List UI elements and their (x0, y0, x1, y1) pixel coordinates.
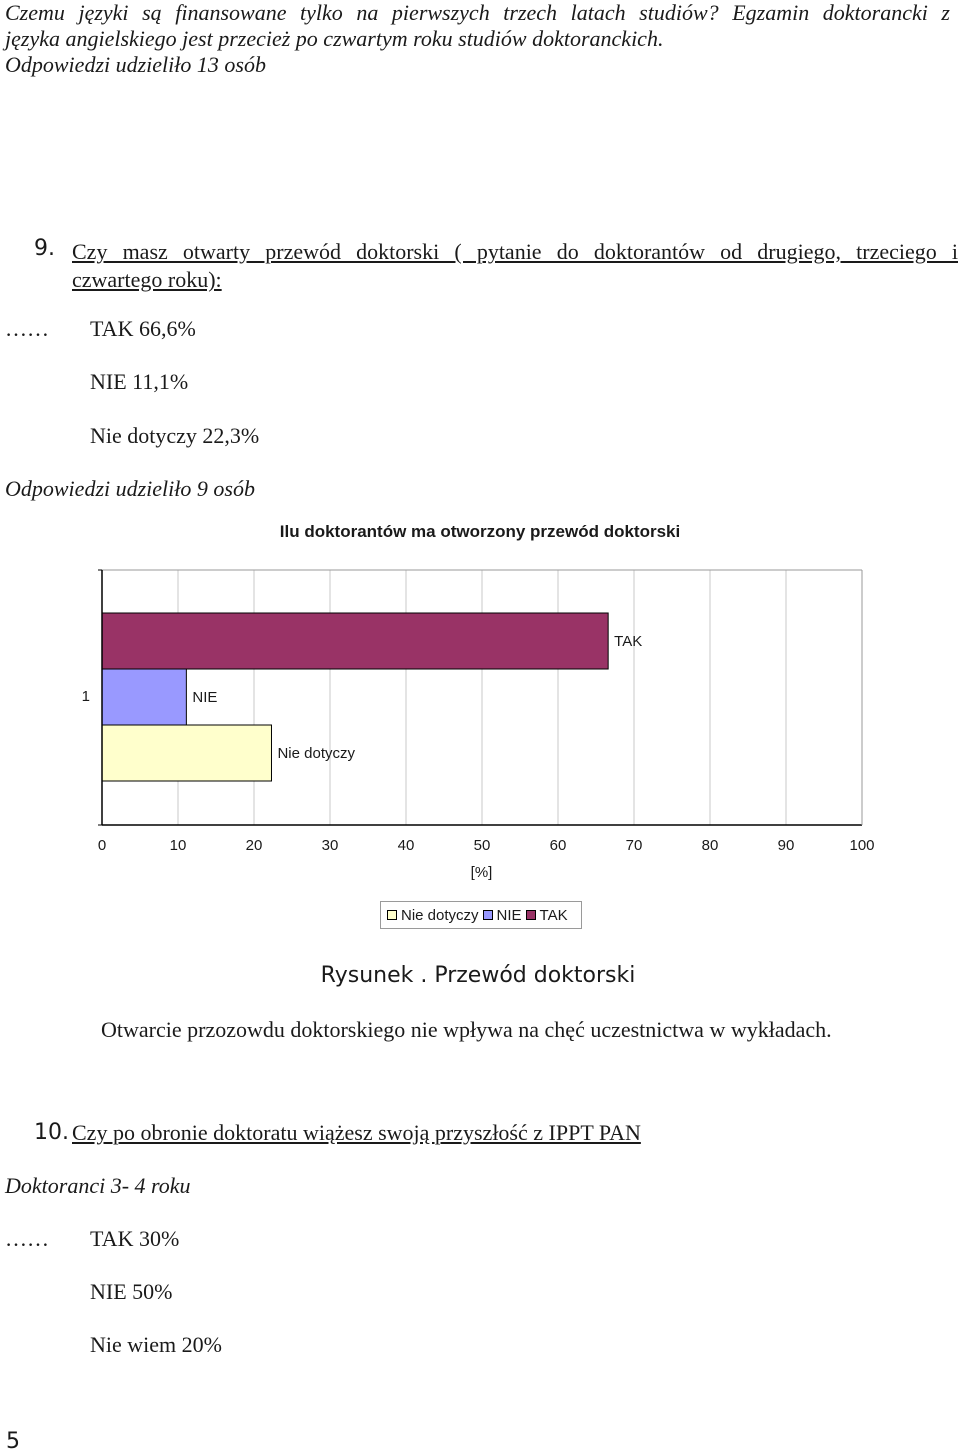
answer-nie: NIE 11,1% (90, 369, 189, 394)
question-9-respondents: Odpowiedzi udzieliło 9 osób (5, 476, 255, 501)
bar-nie-dotyczy (102, 725, 271, 781)
legend-swatch-tak (526, 910, 536, 920)
bar-label-tak: TAK (614, 633, 643, 650)
intro-respondents: Odpowiedzi udzieliło 13 osób (5, 52, 266, 77)
bar-label-nie-dotyczy: Nie dotyczy (277, 745, 356, 762)
y-tick-label-1: 1 (81, 688, 90, 705)
legend-swatch-nie-dotyczy (387, 910, 397, 920)
x-tick-label-70: 70 (625, 837, 643, 854)
bar-tak (102, 613, 608, 669)
x-tick-label-0: 0 (97, 837, 107, 854)
legend-swatch-nie (483, 910, 493, 920)
question-9-line-2: czwartego roku): (72, 267, 222, 292)
bar-label-nie: NIE (192, 689, 218, 706)
answer-nie-dotyczy: Nie dotyczy 22,3% (90, 423, 260, 448)
x-tick-label-80: 80 (701, 837, 719, 854)
question-10-number: 10. (34, 1120, 69, 1145)
chart-legend (380, 901, 582, 929)
x-tick-label-50: 50 (473, 837, 491, 854)
chart-bars (102, 613, 608, 781)
x-tick-label-60: 60 (549, 837, 567, 854)
answer-10-dots: …… (5, 1226, 49, 1251)
question-9-number: 9. (34, 236, 55, 261)
legend-label-nie: NIE (496, 906, 522, 924)
page-number: 5 (6, 1429, 20, 1454)
answer-10-nie-wiem: Nie wiem 20% (90, 1332, 222, 1357)
x-tick-label-30: 30 (321, 837, 339, 854)
figure-comment: Otwarcie przozowdu doktorskiego nie wpływa na chęć uczestnictwa w wykładach. (101, 1017, 832, 1042)
answer-10-tak: TAK 30% (90, 1226, 180, 1251)
intro-line-2: języka angielskiego jest przecież po czwartym roku studiów doktoranckich. (5, 26, 664, 51)
figure-caption: Rysunek . Przewód doktorski (320, 963, 636, 988)
intro-line-1: Czemu języki są finansowane tylko na pierwszych trzech latach studiów? Egzamin doktorancki z (5, 0, 950, 25)
x-tick-label-20: 20 (245, 837, 263, 854)
x-tick-label-90: 90 (777, 837, 795, 854)
x-tick-label-10: 10 (169, 837, 187, 854)
answer-10-nie: NIE 50% (90, 1279, 173, 1304)
question-9-line-1: Czy masz otwarty przewód doktorski ( pytanie do doktorantów od drugiego, trzeciego i (72, 239, 958, 264)
chart-title: Ilu doktorantów ma otworzony przewód doktorski (279, 522, 681, 541)
legend-item-nie-dotyczy (387, 907, 479, 924)
question-10-group: Doktoranci 3- 4 roku (5, 1173, 191, 1198)
x-axis-label: [%] (470, 864, 493, 881)
bar-nie (102, 669, 186, 725)
legend-item-nie (483, 907, 522, 924)
x-tick-label-40: 40 (397, 837, 415, 854)
legend-item-tak (526, 907, 568, 924)
legend-label-tak: TAK (539, 906, 568, 924)
x-tick-label-100: 100 (849, 837, 875, 854)
legend-label-nie-dotyczy: Nie dotyczy (401, 906, 479, 924)
question-10-text: Czy po obronie doktoratu wiążesz swoją przyszłość z IPPT PAN (72, 1120, 641, 1145)
answer-dots: …… (5, 316, 49, 341)
answer-tak: TAK 66,6% (90, 316, 196, 341)
